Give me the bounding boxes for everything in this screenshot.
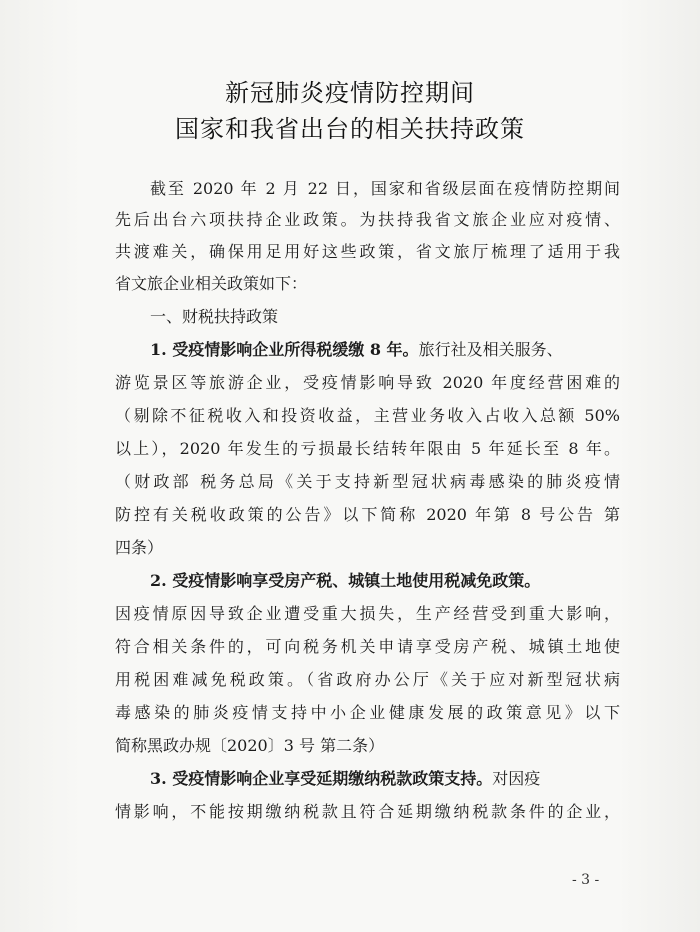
item-3-text: 对因疫 [492, 769, 541, 788]
item-2-line-3: 符合相关条件的，可向税务机关申请享受房产税、城镇土地使 [115, 637, 620, 656]
intro-line-1: 截至 2020 年 2 月 22 日，国家和省级层面在疫情防控期间 [150, 179, 620, 198]
item-1-line-4: 以上），2020 年发生的亏损最长结转年限由 5 年延长至 8 年。 [115, 439, 620, 458]
item-1-line-2: 游览景区等旅游企业，受疫情影响导致 2020 年度经营困难的 [115, 373, 620, 392]
item-2-line-2: 因疫情原因导致企业遭受重大损失，生产经营受到重大影响， [115, 604, 620, 623]
item-3-title: 3. 受疫情影响企业享受延期缴纳税款政策支持。 [150, 769, 493, 788]
intro-line-4: 省文旅企业相关政策如下： [115, 274, 308, 293]
item-2-line-1 [150, 570, 620, 592]
intro-line-3: 共渡难关，确保用足用好这些政策，省文旅厅梳理了适用于我 [115, 242, 620, 261]
item-2-line-4: 用税困难减免税政策。（省政府办公厅《关于应对新型冠状病 [115, 670, 620, 689]
item-2-title: 2. 受疫情影响享受房产税、城镇土地使用税减免政策。 [150, 571, 541, 590]
item-1-line-5: （财政部 税务总局《关于支持新型冠状病毒感染的肺炎疫情 [115, 472, 620, 491]
item-3-line-2: 情影响，不能按期缴纳税款且符合延期缴纳税款条件的企业， [115, 802, 620, 821]
document-title-line-1: 新冠肺炎疫情防控期间 [225, 79, 475, 107]
document-title-line-2: 国家和我省出台的相关扶持政策 [175, 115, 525, 143]
page-number: - 3 - [572, 872, 600, 888]
section-heading: 一、财税扶持政策 [150, 307, 279, 326]
item-2-line-6: 简称黑政办规〔2020〕3 号 第二条） [115, 736, 385, 755]
item-1-line-1 [150, 339, 620, 361]
item-3-line-1 [150, 768, 620, 790]
item-2-line-5: 毒感染的肺炎疫情支持中小企业健康发展的政策意见》以下 [115, 703, 620, 722]
intro-line-2: 先后出台六项扶持企业政策。为扶持我省文旅企业应对疫情、 [115, 210, 620, 229]
item-1-title: 1. 受疫情影响企业所得税缓缴 8 年。 [150, 340, 419, 359]
item-1-line-6: 防控有关税收政策的公告》以下简称 2020 年第 8 号公告 第 [115, 505, 620, 524]
item-1-text: 旅行社及相关服务、 [418, 340, 563, 359]
item-1-line-3: （剔除不征税收入和投资收益，主营业务收入占收入总额 50% [115, 406, 620, 425]
item-1-line-7: 四条） [115, 538, 164, 557]
